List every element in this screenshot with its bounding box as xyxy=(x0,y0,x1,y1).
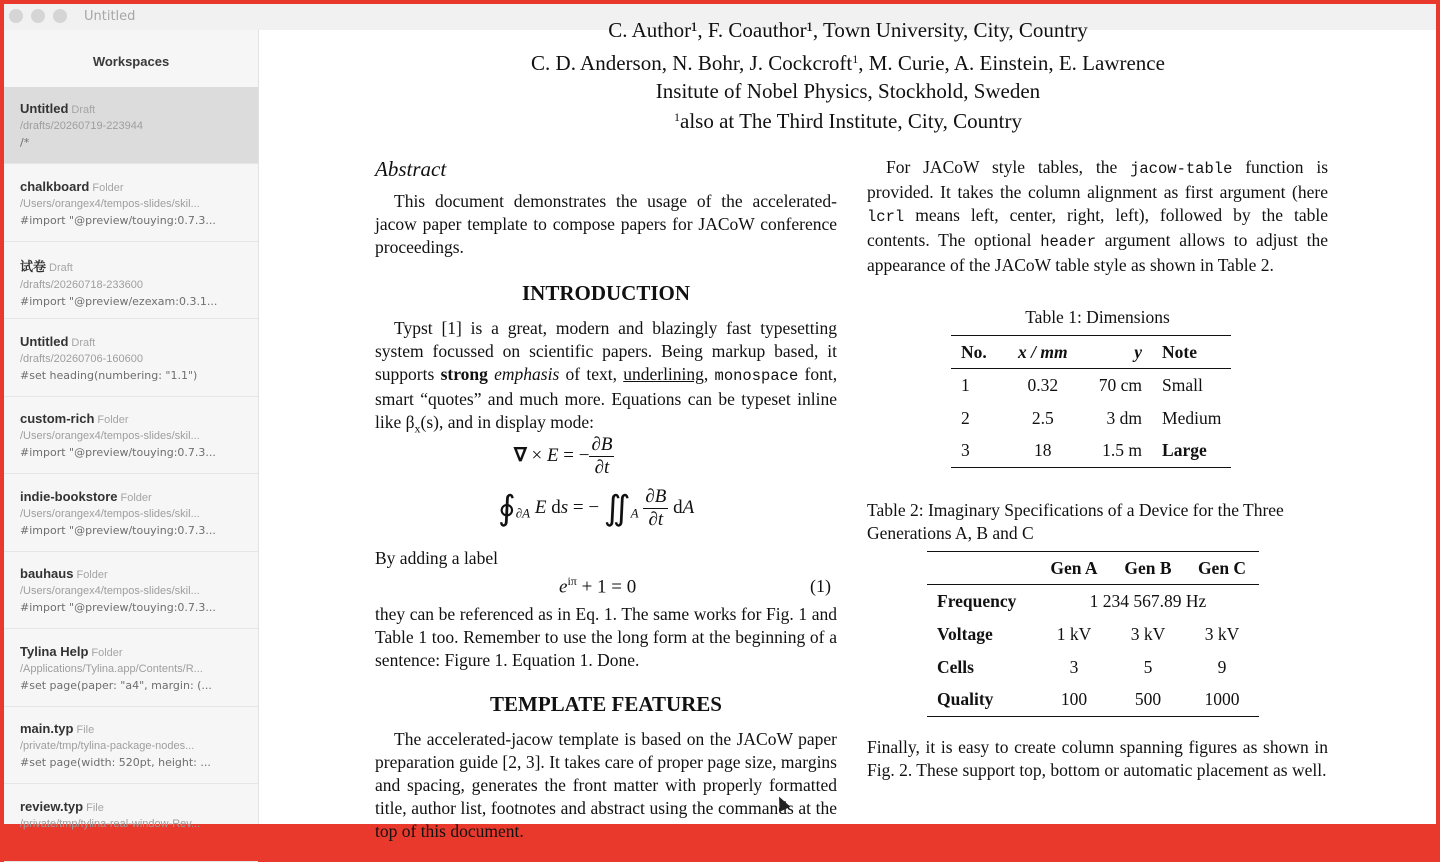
workspace-snippet: #set page(paper: "a4", margin: (... xyxy=(20,678,212,692)
table-cell: Large xyxy=(1162,440,1207,461)
institute-line: Insitute of Nobel Physics, Stockhold, Sweden xyxy=(655,79,1041,103)
window-title: Untitled xyxy=(84,9,136,24)
table-header-cell: x / mm xyxy=(1017,341,1068,362)
abstract-text: This document demonstrates the usage of the accelerated-jacow paper template to compose papers for JACoW conference proceedings. xyxy=(375,191,837,257)
workspace-name: main.typ File xyxy=(20,721,95,736)
workspace-item[interactable] xyxy=(4,242,258,319)
spanning-figures-paragraph: Finally, it is easy to create column spanning figures as shown in Fig. 2. These support top, bottom or automatic placement as well. xyxy=(867,737,1328,780)
table-header-cell: Gen A xyxy=(1050,557,1098,578)
features-paragraph: The accelerated-jacow template is based on the JACoW paper preparation guide [2, 3]. It takes care of proper page size, margins and spacing, generates the front matter with properly formatted title, author list, footnotes and abstract using the commands at the top of this document. xyxy=(375,729,837,841)
table-header-cell: Note xyxy=(1162,341,1198,362)
workspaces-sidebar xyxy=(4,30,259,830)
zoom-window-button[interactable] xyxy=(53,9,67,23)
equation-integral: $∮_{\partial A}$ E ds = − $∬_A$ $\frac{\partial B}{\partial t}$ dA xyxy=(498,486,695,530)
table-cell: 3 xyxy=(961,440,970,461)
workspace-snippet: #import "@preview/touying:0.7.3... xyxy=(20,213,216,227)
workspace-name: Tylina Help Folder xyxy=(20,643,123,659)
workspace-item[interactable] xyxy=(4,165,258,242)
workspace-name: review.typ File xyxy=(20,798,104,814)
workspace-snippet: /* xyxy=(20,136,30,149)
equation-number: (1) xyxy=(810,576,831,596)
table-header-cell: No. xyxy=(961,341,987,362)
footnote-mark: 1 xyxy=(674,110,680,124)
table-header-row xyxy=(927,552,1259,585)
intro-paragraph: Typst [1] is a great, modern and blazingly fast typesetting system focussed on scientific papers. Being markup based, it supports strong emphasis of text, underlining, monospace font, smart “quotes” and much more. Equations can be typeset inline like $\beta_x(s)$, and in display mode: xyxy=(375,318,838,436)
table-cell: Medium xyxy=(1162,407,1222,428)
table-header-cell: Gen B xyxy=(1124,557,1172,578)
workspace-path: /Users/orangex4/tempos-slides/skil... xyxy=(20,585,200,597)
table-row-label: Voltage xyxy=(937,623,993,644)
authors-rest: , M. Curie, A. Einstein, E. Lawrence xyxy=(858,51,1165,75)
workspace-type: Folder xyxy=(97,414,129,426)
table-cell: 1 xyxy=(961,374,970,395)
table-cell: 2 xyxy=(961,407,970,428)
table-row xyxy=(951,369,1231,402)
workspace-name: indie-bookstore Folder xyxy=(20,488,152,504)
workspace-path: /drafts/20260706-160600 xyxy=(20,352,143,365)
workspace-path: /Applications/Tylina.app/Contents/R... xyxy=(20,662,203,675)
table-cell: 100 xyxy=(1060,689,1088,710)
tables-paragraph: For JACoW style tables, the jacow-table function is provided. It takes the column alignment as first argument (here lcrl means left, center, right, left), followed by the table contents. The optional header argument allows to adjust the appearance of the JACoW table style as shown in Table 2. xyxy=(867,157,1329,275)
table-cell: 3 kV xyxy=(1130,623,1166,644)
workspace-type: Folder xyxy=(120,491,152,504)
workspace-item[interactable] xyxy=(4,552,258,629)
workspace-path: /drafts/20260718-233600 xyxy=(20,279,143,291)
workspace-name: 试卷 Draft xyxy=(20,259,73,274)
workspace-item[interactable] xyxy=(4,397,258,474)
table-header-cell: Gen C xyxy=(1197,557,1247,578)
workspace-path: /Users/orangex4/tempos-slides/skil... xyxy=(20,430,200,442)
footnote-line xyxy=(260,111,1436,132)
reference-paragraph: they can be referenced as in Eq. 1. The same works for Fig. 1 and Table 1 too. Remember to use the long form at the beginning of a sentence: Figure 1. Equation 1. Done. xyxy=(375,604,837,670)
table-cell: 70 cm xyxy=(1098,374,1143,395)
workspace-item[interactable] xyxy=(4,87,258,164)
workspace-name: Untitled Draft xyxy=(20,101,96,116)
table-cell: Small xyxy=(1162,374,1203,395)
workspace-snippet: #import "@preview/touying:0.7.3... xyxy=(20,601,216,614)
author-footnote-mark: 1 xyxy=(852,52,859,66)
workspace-name: custom-rich Folder xyxy=(20,411,129,426)
workspace-path: /Users/orangex4/tempos-slides/skil... xyxy=(20,507,200,520)
workspace-type: Folder xyxy=(91,646,123,659)
workspace-item[interactable] xyxy=(4,707,258,784)
workspace-type: Draft xyxy=(71,104,96,116)
table-cell: 9 xyxy=(1217,656,1227,677)
table-row xyxy=(927,651,1259,684)
workspace-path: /private/tmp/tylina-package-nodes... xyxy=(20,740,195,752)
table-header-row xyxy=(951,336,1231,369)
footnote-text: also at The Third Institute, City, Country xyxy=(680,109,1022,133)
workspace-type: Draft xyxy=(49,262,73,274)
workspace-name: chalkboard Folder xyxy=(20,178,124,194)
workspace-snippet: #set page(width: 520pt, height: ... xyxy=(20,756,211,769)
header-code: header xyxy=(1040,233,1096,251)
table-cell: 2.5 xyxy=(1031,407,1054,428)
minimize-window-button[interactable] xyxy=(31,9,45,23)
table-cell: 3 xyxy=(1069,656,1079,677)
table-row xyxy=(927,618,1259,651)
table-cell: 3 kV xyxy=(1204,623,1240,644)
table-cell: 5 xyxy=(1143,656,1153,677)
workspace-type: Draft xyxy=(71,336,96,349)
specifications-table xyxy=(927,551,1259,717)
table-row-label: Frequency xyxy=(937,590,1017,611)
table-cell: 500 xyxy=(1134,689,1162,710)
author-line-cut: C. Author¹, F. Coauthor¹, Town University, City, Country xyxy=(608,18,1088,42)
table-cell: 1.5 m xyxy=(1102,440,1143,461)
introduction-heading: INTRODUCTION xyxy=(521,281,691,305)
table-header-cell: y xyxy=(1134,341,1143,362)
workspace-path: /drafts/20260719-223944 xyxy=(20,120,143,132)
jacow-table-code: jacow-table xyxy=(1130,160,1233,178)
emphasis-text: emphasis xyxy=(494,364,560,384)
workspace-item[interactable] xyxy=(4,475,258,552)
workspace-name: Untitled Draft xyxy=(20,333,96,349)
abstract-heading: Abstract xyxy=(375,157,447,181)
table-cell: 18 xyxy=(1034,440,1052,461)
workspace-type: Folder xyxy=(92,181,124,194)
workspace-snippet: #set heading(numbering: "1.1") xyxy=(20,368,198,382)
app-window xyxy=(4,4,1436,841)
table-header-cell xyxy=(927,552,1037,585)
right-column xyxy=(867,156,1328,277)
table-cell: 3 dm xyxy=(1106,407,1143,428)
table-cell: 0.32 xyxy=(1027,374,1059,395)
workspace-path: /private/tmp/tylina-real-window-Rev... xyxy=(20,817,201,830)
left-column xyxy=(375,156,837,441)
equation-euler: $e^{i\pi} + 1 = 0$ xyxy=(559,574,637,598)
strong-text: strong xyxy=(440,364,488,384)
workspace-item[interactable] xyxy=(4,320,258,397)
monospace-text: monospace xyxy=(714,367,799,385)
table-cell: 1 234 567.89 Hz xyxy=(1089,590,1207,611)
dimensions-table xyxy=(951,335,1231,468)
table2-caption: Table 2: Imaginary Specifications of a Device for the Three Generations A, B and C xyxy=(867,500,1284,543)
workspace-path: /Users/orangex4/tempos-slides/skil... xyxy=(20,197,200,210)
equation-curl: ∇ × E = − $\frac{\partial B}{\partial t}$ xyxy=(514,434,613,478)
left-column-lower xyxy=(375,603,837,843)
table-row-label: Quality xyxy=(937,689,994,710)
authors-main: C. D. Anderson, N. Bohr, J. Cockcroft xyxy=(531,51,853,75)
workspace-name: bauhaus Folder xyxy=(20,566,108,581)
table-cell: 1000 xyxy=(1204,689,1240,710)
table1-caption: Table 1: Dimensions xyxy=(1025,307,1170,327)
sidebar-title: Workspaces xyxy=(92,54,170,69)
table-row xyxy=(951,402,1231,435)
workspace-snippet: #import "@preview/ezexam:0.3.1... xyxy=(20,295,218,308)
document-preview[interactable] xyxy=(260,18,1436,841)
workspace-item[interactable] xyxy=(4,785,258,862)
right-column-lower xyxy=(867,736,1328,782)
close-window-button[interactable] xyxy=(9,9,23,23)
underlined-text: underlining xyxy=(623,364,704,384)
workspace-item[interactable] xyxy=(4,630,258,707)
workspace-snippet: #import "@preview/touying:0.7.3... xyxy=(20,523,216,537)
label-line: By adding a label xyxy=(375,548,498,568)
author-line xyxy=(260,53,1436,74)
table-row-label: Cells xyxy=(937,656,974,677)
workspace-type: Folder xyxy=(76,569,108,581)
workspace-type: File xyxy=(76,724,95,736)
template-features-heading: TEMPLATE FEATURES xyxy=(489,692,722,716)
table-cell: 1 kV xyxy=(1056,623,1092,644)
table-row xyxy=(927,684,1259,717)
workspace-type: File xyxy=(86,801,104,814)
table-row xyxy=(951,435,1231,468)
workspace-snippet: #import "@preview/touying:0.7.3... xyxy=(20,446,216,459)
table-row xyxy=(927,585,1259,618)
lcrl-code: lcrl xyxy=(867,208,905,226)
